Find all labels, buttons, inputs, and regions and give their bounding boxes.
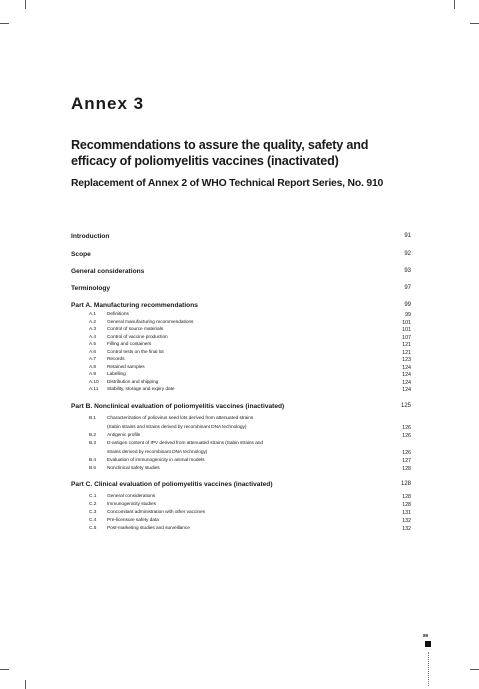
toc-entry-part-c[interactable]: [71, 480, 411, 489]
toc-page-number: 132: [402, 518, 411, 524]
toc-page-number: 126: [402, 433, 411, 439]
document-title: Recommendations to assure the quality, safety and efficacy of poliomyelitis vaccines (inactivated): [71, 138, 369, 168]
toc-page-number: 124: [402, 387, 411, 393]
annex-title: Annex 3: [71, 94, 145, 113]
crop-mark-top-left: [25, 0, 26, 9]
toc-subentry-label: Stability, storage and expiry date: [107, 387, 175, 392]
toc-entry-label: Terminology: [71, 285, 111, 292]
toc-entry-terminology[interactable]: [71, 284, 411, 293]
crop-mark-bottom-left: [25, 680, 26, 689]
toc-subentry-label: Antigenic profile: [107, 433, 141, 438]
crop-mark-right-lower: [470, 669, 479, 670]
toc-subentry-number: A.2: [89, 319, 97, 325]
toc-subentry-label: General considerations: [107, 494, 156, 499]
toc-page-number: 128: [400, 481, 411, 487]
toc-page-number: 99: [404, 302, 411, 308]
toc-entry-part-b[interactable]: [71, 402, 411, 411]
toc-subentry-label-cont: (Sabin strains and strains derived by recombinant DNA technology): [107, 424, 247, 430]
crop-mark-left-upper: [0, 23, 9, 24]
toc-page-number: 127: [402, 458, 411, 464]
toc-subentry-label: Distribution and shipping: [107, 379, 159, 385]
toc-subentry-number: C.4: [89, 518, 97, 523]
toc-subentry-number: A.10: [89, 379, 99, 385]
toc-subentry-number: B.4: [89, 458, 97, 463]
toc-subentry-label: Concomitant administration with other vaccines: [107, 510, 205, 515]
toc-subentry-number: A.11: [89, 387, 99, 392]
toc-subentry-label: Labelling: [107, 372, 126, 377]
toc-entry-part-a[interactable]: [71, 301, 411, 310]
toc-page-number: 121: [402, 342, 411, 348]
toc-subentry-number: A.5: [89, 342, 97, 347]
toc-subentry-number: B.1: [89, 416, 97, 421]
toc-subentry-label: General manufacturing recommendations: [107, 319, 194, 325]
toc-page-number: 93: [404, 268, 411, 274]
toc-page-number: 126: [402, 424, 411, 431]
crop-mark-right-upper: [470, 23, 479, 24]
toc-entry-label: Part C. Clinical evaluation of poliomyelitis vaccines (inactivated): [71, 481, 273, 488]
dotted-rule: [428, 652, 429, 686]
toc-subentry-number: B.3: [89, 441, 97, 446]
toc-subentry-number: C.3: [89, 510, 97, 515]
toc-entry-label: Part A. Manufacturing recommendations: [71, 302, 198, 309]
page-marker: [425, 641, 431, 647]
toc-subentry-number: B.2: [89, 433, 97, 438]
toc-subentry-number: A.8: [89, 364, 97, 370]
toc-subentry-label: Control tests on the final lot: [107, 349, 164, 355]
toc-subentry[interactable]: [89, 441, 411, 455]
toc-subentry-number: A.9: [89, 372, 97, 377]
toc-page-number: 128: [402, 466, 411, 472]
toc-entry-label: General considerations: [71, 268, 145, 275]
toc-subentry-label: Filling and containers: [107, 342, 152, 347]
toc-page-number: 128: [402, 502, 411, 508]
toc-subentry-label: Retained samples: [107, 364, 145, 370]
toc-subentry[interactable]: [89, 416, 411, 430]
toc-subentry-label: Characterization of poliovirus seed lots derived from attenuated strains: [107, 416, 254, 421]
toc-entry-label: Scope: [71, 251, 91, 258]
toc-page-number: 92: [404, 251, 411, 257]
toc-subentry-number: A.6: [89, 349, 97, 355]
toc-subentry-label: Post-marketing studies and surveillance: [107, 526, 190, 531]
toc-page-number: 101: [402, 327, 411, 333]
toc-subentry-label: Records: [107, 357, 125, 362]
page-number: 89: [423, 633, 429, 638]
toc-page-number: 132: [402, 526, 411, 532]
toc-subentry-label: Control of vaccine production: [107, 334, 168, 340]
crop-mark-left-lower: [0, 669, 9, 670]
document-subtitle: Replacement of Annex 2 of WHO Technical Report Series, No. 910: [71, 178, 384, 189]
toc-page-number: 131: [402, 510, 411, 516]
toc-subentry-number: C.1: [89, 494, 97, 499]
toc-page-number: 126: [402, 449, 411, 456]
toc-entry-label: Part B. Nonclinical evaluation of poliomyelitis vaccines (inactivated): [71, 403, 285, 410]
toc-page-number: 107: [402, 334, 411, 341]
toc-page-number: 125: [400, 403, 411, 409]
toc-page-number: 99: [405, 312, 411, 318]
toc-page-number: 121: [402, 349, 411, 356]
toc-subentry-number: C.5: [89, 526, 97, 531]
toc-subentry-number: A.3: [89, 327, 97, 332]
toc-subentry-label: D-antigen content of IPV derived from attenuated strains (Sabin strains and: [107, 441, 263, 446]
toc-entry-label: Introduction: [71, 233, 110, 240]
toc-page-number: 101: [402, 319, 411, 326]
toc-subentry-label: Definitions: [107, 312, 129, 317]
toc-page-number: 124: [402, 372, 411, 378]
toc-subentry-label: Immunogenicity studies: [107, 502, 157, 507]
toc-entry-introduction[interactable]: [71, 232, 411, 241]
toc-subentry-label: Nonclinical safety studies: [107, 466, 160, 471]
toc-subentry-number: A.7: [89, 357, 97, 362]
toc-subentry-number: A.1: [89, 312, 97, 317]
toc-page-number: 91: [404, 233, 411, 239]
toc-subentry-label: Control of source materials: [107, 327, 163, 332]
toc-entry-general-considerations[interactable]: [71, 267, 411, 276]
toc-page-number: 128: [402, 494, 411, 500]
toc-page-number: 124: [402, 364, 411, 371]
toc-page-number: 124: [402, 379, 411, 386]
toc-page-number: 97: [404, 285, 411, 291]
toc-entry-scope[interactable]: [71, 250, 411, 259]
toc-subentry-label-cont: strains derived by recombinant DNA technology): [107, 449, 208, 455]
toc-subentry-number: C.2: [89, 502, 97, 507]
toc-page-number: 123: [402, 357, 411, 363]
toc-subentry-label: Pre-licensure safety data: [107, 518, 159, 523]
crop-mark-top-right: [454, 0, 455, 9]
toc-subentry-number: B.5: [89, 466, 97, 471]
toc-subentry-label: Evaluation of immunogenicity in animal models: [107, 458, 205, 463]
toc-subentry-number: A.4: [89, 334, 97, 340]
